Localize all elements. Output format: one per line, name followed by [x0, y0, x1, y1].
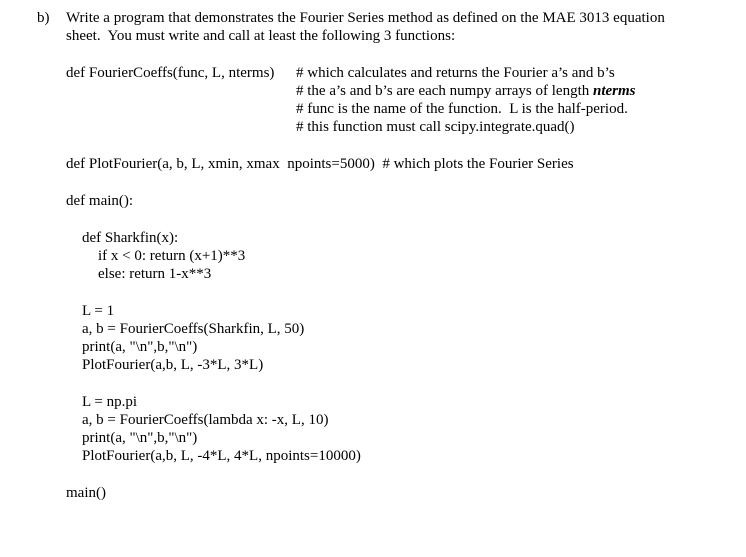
fourier-coeffs-comment-2 [296, 82, 636, 100]
block2-line-1: L = np.pi [82, 394, 137, 410]
fourier-coeffs-comment-1: # which calculates and returns the Fourier a’s and b’s [296, 65, 615, 81]
block1-line-4: PlotFourier(a,b, L, -3*L, 3*L) [82, 357, 264, 373]
sharkfin-else: else: return 1-x**3 [98, 266, 212, 282]
block1-line-3: print(a, "\n",b,"\n") [82, 339, 198, 355]
block1-line-1: L = 1 [82, 303, 115, 319]
block1-line-2: a, b = FourierCoeffs(Sharkfin, L, 50) [82, 321, 305, 337]
fourier-coeffs-comment-3: # func is the name of the function. L is the half-period. [296, 101, 628, 117]
plot-fourier-def: def PlotFourier(a, b, L, xmin, xmax npoints=5000) # which plots the Fourier Series [66, 156, 574, 172]
main-def: def main(): [66, 193, 134, 209]
main-call: main() [66, 485, 106, 501]
problem-label: b) [37, 10, 50, 26]
fourier-coeffs-comment-4: # this function must call scipy.integrate.quad() [296, 119, 575, 135]
fourier-coeffs-def: def FourierCoeffs(func, L, nterms) [66, 65, 275, 81]
comment-2-text: # the a’s and b’s are each numpy arrays of length [296, 83, 593, 99]
sharkfin-if: if x < 0: return (x+1)**3 [98, 248, 246, 264]
nterms-emphasis: nterms [592, 83, 636, 99]
intro-line-1: Write a program that demonstrates the Fourier Series method as defined on the MAE 3013 equation [66, 10, 665, 26]
block2-line-4: PlotFourier(a,b, L, -4*L, 4*L, npoints=10000) [82, 448, 361, 464]
sharkfin-def: def Sharkfin(x): [82, 230, 179, 246]
block2-line-3: print(a, "\n",b,"\n") [82, 430, 198, 446]
intro-line-2: sheet. You must write and call at least the following 3 functions: [66, 28, 456, 44]
block2-line-2: a, b = FourierCoeffs(lambda x: -x, L, 10) [82, 412, 329, 428]
